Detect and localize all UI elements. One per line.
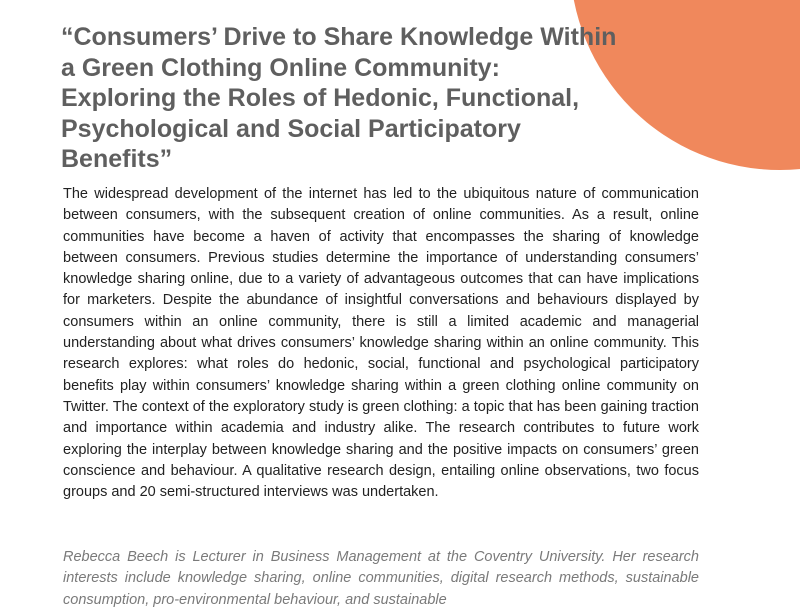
author-bio-paragraph: Rebecca Beech is Lecturer in Business Management at the Coventry University. Her research interests include knowledge sharing, online communities, digital research methods, sustainable consumption, pro-environmental behaviour, and sustainable	[63, 549, 699, 608]
abstract-paragraph: The widespread development of the internet has led to the ubiquitous nature of communication between consumers, with the subsequent creation of online communities. As a result, online communities have become a haven of activity that encompasses the sharing of knowledge between consumers. Previous studies determine the importance of understanding consumers’ knowledge sharing online, due to a variety of advantageous outcomes that can have implications for marketers. Despite the abundance of insightful conversations and behaviours displayed by consumers within an online community, there is still a limited academic and managerial understanding about what drives consumers’ knowledge sharing within an online community. This research explores: what roles do hedonic, social, functional and psychological participatory benefits play within consumers’ knowledge sharing within a green clothing online community on Twitter. The context of the exploratory study is green clothing: a topic that has been gaining traction and importance within academia and industry alike. The research contributes to future work exploring the interplay between knowledge sharing and the positive impacts on consumers’ green conscience and behaviour. A qualitative research design, entailing online observations, two focus groups and 20 semi-structured interviews was undertaken.	[63, 186, 699, 501]
document-title: “Consumers’ Drive to Share Knowledge Within a Green Clothing Online Community: Exploring the Roles of Hedonic, Functional, Psychological and Social Participatory Benefits”	[61, 23, 617, 173]
